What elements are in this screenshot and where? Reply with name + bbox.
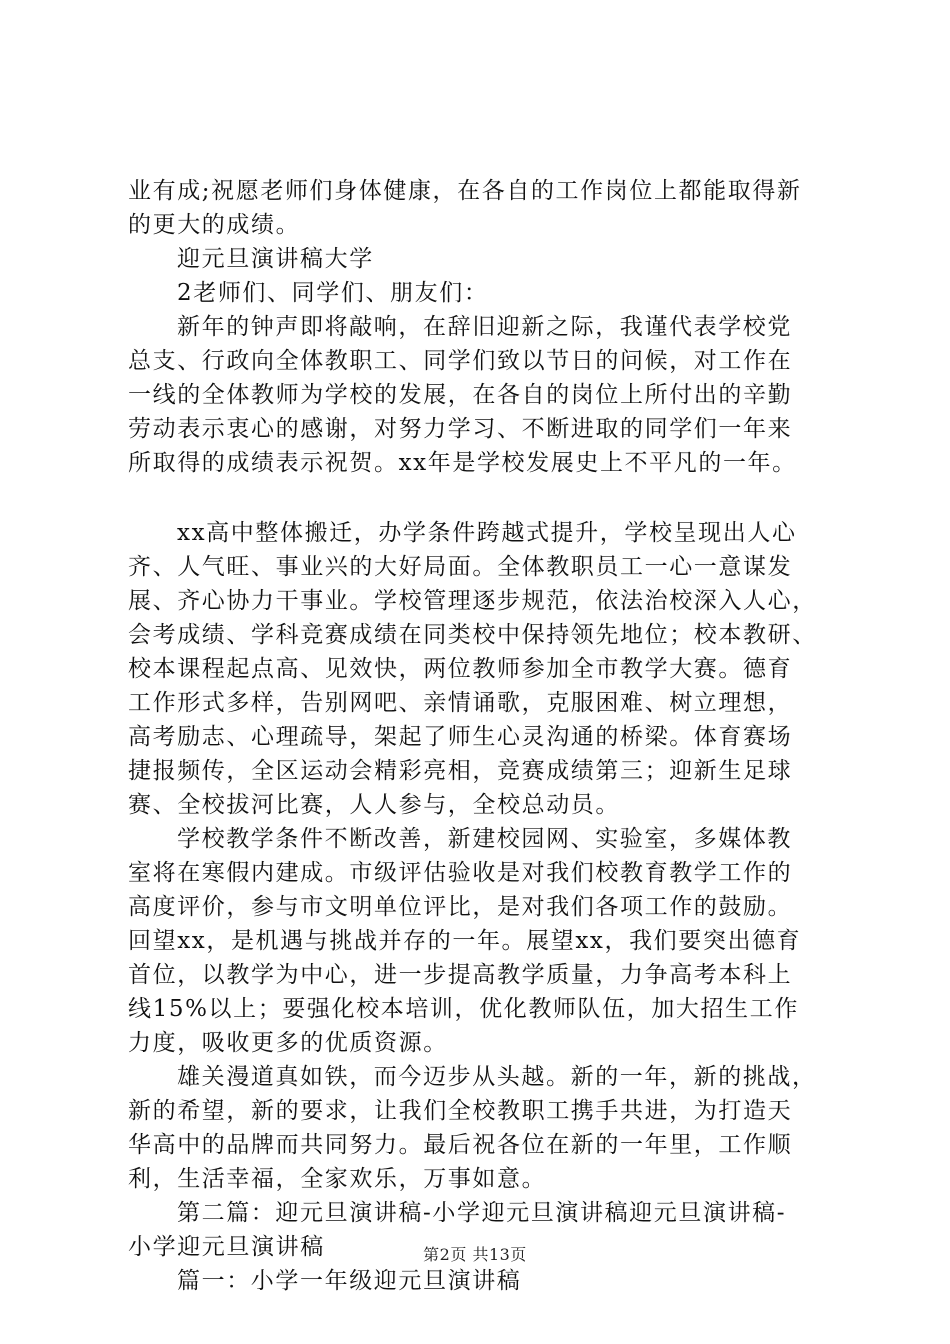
text-line: 会考成绩、学科竞赛成绩在同类校中保持领先地位；校本教研、 <box>128 622 817 648</box>
text-line: 赛、全校拔河比赛，人人参与，全校总动员。 <box>128 792 620 818</box>
text-line: 室将在寒假内建成。市级评估验收是对我们校教育教学工作的 <box>128 860 793 886</box>
text-line: 新的希望，新的要求，让我们全校教职工携手共进，为打造天 <box>128 1098 793 1124</box>
text-line: 捷报频传，全区运动会精彩亮相，竞赛成绩第三；迎新生足球 <box>128 758 793 784</box>
text-line: 小学迎元旦演讲稿 <box>128 1234 325 1260</box>
text-line: 线15%以上；要强化校本培训，优化教师队伍，加大招生工作 <box>128 996 799 1022</box>
text-line: 一线的全体教师为学校的发展，在各自的岗位上所付出的辛勤 <box>128 382 793 408</box>
text-line: 第二篇：迎元旦演讲稿-小学迎元旦演讲稿迎元旦演讲稿- <box>177 1200 787 1226</box>
text-line: xx高中整体搬迁，办学条件跨越式提升，学校呈现出人心 <box>177 520 797 546</box>
text-line: 2老师们、同学们、朋友们： <box>177 280 489 306</box>
text-line: 的更大的成绩。 <box>128 212 301 238</box>
paragraph-gap <box>128 480 838 516</box>
page-footer: 第2页 共13页 <box>423 1245 527 1264</box>
text-line: 展、齐心协力干事业。学校管理逐步规范，依法治校深入人心， <box>128 588 817 614</box>
text-line: 回望xx，是机遇与挑战并存的一年。展望xx，我们要突出德育 <box>128 928 802 954</box>
document-body <box>128 174 838 1298</box>
text-line: 首位，以教学为中心，进一步提高教学质量，力争高考本科上 <box>128 962 793 988</box>
text-line: 所取得的成绩表示祝贺。xx年是学校发展史上不平凡的一年。 <box>128 450 797 476</box>
text-line: 工作形式多样，告别网吧、亲情诵歌，克服困难、树立理想， <box>128 690 793 716</box>
text-line: 华高中的品牌而共同努力。最后祝各位在新的一年里，工作顺 <box>128 1132 793 1158</box>
text-line: 雄关漫道真如铁，而今迈步从头越。新的一年，新的挑战， <box>177 1064 817 1090</box>
text-line: 高度评价，参与市文明单位评比，是对我们各项工作的鼓励。 <box>128 894 793 920</box>
text-line: 迎元旦演讲稿大学 <box>177 246 374 272</box>
text-line: 篇一：小学一年级迎元旦演讲稿 <box>177 1268 522 1294</box>
text-line: 校本课程起点高、见效快，两位教师参加全市教学大赛。德育 <box>128 656 793 682</box>
text-line: 学校教学条件不断改善，新建校园网、实验室，多媒体教 <box>177 826 792 852</box>
text-line: 总支、行政向全体教职工、同学们致以节日的问候，对工作在 <box>128 348 793 374</box>
text-line: 业有成;祝愿老师们身体健康，在各自的工作岗位上都能取得新 <box>128 178 802 204</box>
text-line: 利，生活幸福，全家欢乐，万事如意。 <box>128 1166 547 1192</box>
text-line: 高考励志、心理疏导，架起了师生心灵沟通的桥梁。体育赛场 <box>128 724 793 750</box>
text-line: 力度，吸收更多的优质资源。 <box>128 1030 448 1056</box>
text-line: 齐、人气旺、事业兴的大好局面。全体教职员工一心一意谋发 <box>128 554 793 580</box>
text-line: 劳动表示衷心的感谢，对努力学习、不断进取的同学们一年来 <box>128 416 793 442</box>
text-line: 新年的钟声即将敲响，在辞旧迎新之际，我谨代表学校党 <box>177 314 792 340</box>
